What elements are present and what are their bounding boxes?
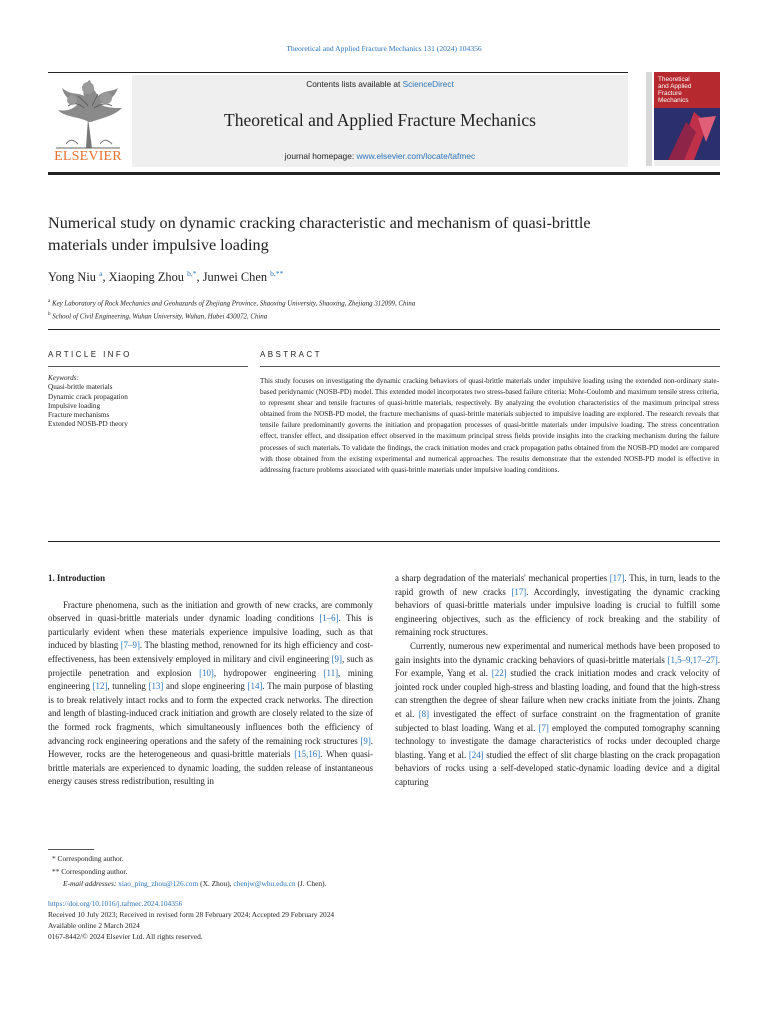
citation-link[interactable]: [10] [199,667,214,678]
footnote-corresponding-2: ** Corresponding author. [52,866,128,876]
citation-link[interactable]: [1,5–9,17–27] [667,654,718,665]
masthead-bottom-rule [48,172,720,175]
citation-link[interactable]: [24] [468,749,484,760]
citation-link[interactable]: [14] [247,681,263,692]
journal-title: Theoretical and Applied Fracture Mechanics [224,110,536,130]
keywords-label: Keywords: [48,374,79,382]
author-name[interactable]: Xiaoping Zhou [108,270,185,285]
citation-link[interactable]: [7] [538,722,549,733]
svg-text:Theoretical: Theoretical [658,76,690,83]
keyword-item: Quasi-brittle materials [48,383,113,392]
keyword-item: Impulsive loading [48,401,101,410]
author-affiliation-marker[interactable]: b,* [187,269,197,278]
journal-citation-link[interactable]: Theoretical and Applied Fracture Mechanics 131 (2024) 104356 [286,44,482,53]
masthead-top-rule [48,72,628,73]
citation-link[interactable]: [13] [148,681,164,692]
article-info-heading: ARTICLE INFO [48,350,132,359]
paragraph-intro-1: Fracture phenomena, such as the initiation and growth of new cracks, are commonly observed in quasi-brittle materials under dynamic loading conditions [1–6]. This is particularly evident when these materials experience impulsive loading, such as that induced by blasting [7–9]. The blasting method, renowned for its high efficiency and cost-effectiveness, has been extensively employed in military and civil engineering [9], such as projectile penetration and explosion [10], hydropower engineering [11], mining engineering [12], tunneling [13] and slope engineering [14]. The main purpose of blasting is to break relatively intact rocks and to form the expected crack networks. The direction and length of blasting-induced crack initiation and growth are closely related to the size of the formed rock fragments, which simultaneously influences both the efficiency of advancing rock engineering operations and the safety of the remaining rock structures [9]. However, rocks are the heterogeneous and quasi-brittle materials [15,16]. When quasi-brittle materials are experienced to dynamic loading, the sudden release of instantaneous energy causes stress redistribution, resulting in [48,599,373,787]
footnote-emails: E-mail addresses: xiao_ping_zhou@126.com (X. Zhou), chenjw@whu.edu.cn (J. Chen). [48,878,728,891]
email-link-zhou[interactable]: xiao_ping_zhou@126.com [118,879,199,889]
affiliations [48,296,415,323]
author-name[interactable]: Junwei Chen [202,270,268,285]
intro-section [48,572,373,789]
footnotes [48,853,728,891]
body-column-right [395,572,720,790]
citation-link[interactable]: [17] [511,586,527,597]
header-divider [48,329,720,330]
citation-link[interactable]: [17] [609,573,625,583]
keyword-item: Dynamic crack propagation [48,392,128,401]
svg-text:Mechanics: Mechanics [658,97,689,104]
elsevier-wordmark: ELSEVIER [54,149,122,164]
author-list [48,269,283,285]
citation-link[interactable]: [8] [418,708,430,719]
journal-cover-thumbnail[interactable] [646,72,720,166]
author-separator: , [196,270,203,285]
citation-link[interactable]: [1–6] [319,613,339,624]
keywords-list [48,374,248,430]
email-label: E-mail addresses: [63,879,117,889]
masthead-band [132,75,628,167]
svg-text:and Applied: and Applied [658,83,692,90]
homepage-prefix: journal homepage: [284,151,357,161]
affiliation-item: $^a$ Key Laboratory of Rock Mechanics and Geohazards of Zhejiang Province, Shaoxing University, Shaoxing, Zhejiang 312099, China [48,299,416,308]
received-dates: Received 10 July 2023; Received in revised form 28 February 2024; Accepted 29 February 2024 [48,910,335,919]
citation-link[interactable]: [9] [360,735,371,746]
footnote-corresponding-1: * Corresponding author. [52,854,124,863]
article-title: Numerical study on dynamic cracking characteristic and mechanism of quasi-brittle materials under impulsive loading [48,214,591,254]
available-online: Available online 2 March 2024 [48,921,140,930]
footnote-rule [48,849,94,850]
sciencedirect-link[interactable]: ScienceDirect [402,79,454,89]
author-name[interactable]: Yong Niu [48,270,96,285]
citation-link[interactable]: [11] [323,667,339,678]
article-info-rule [48,366,248,367]
keyword-item: Extended NOSB-PD theory [48,420,128,429]
section-heading-introduction: 1. Introduction [48,573,106,583]
abstract-divider [48,541,720,542]
abstract-rule [260,366,720,367]
abstract-text: This study focuses on investigating the dynamic cracking behaviors of quasi-brittle materials under impulsive loading using the extended non-ordinary state-based peridynamic (NOSB-PD) model. This extended model incorporates two stress-based failure criteria: Mohr-Coulomb and maximum tensile stress criteria, to represent shear and tensile fractures of quasi-brittle materials, respectively. By analyzing the evolution characteristics of the maximum principal stress obtained from the NOSB-PD model, the fracture mechanisms of quasi-brittle materials subjected to impulsive loading are explored. The research reveals that tensile failure predominantly governs the initiation and propagation processes of quasi-brittle materials under impulsive loading. The stress concentration effect, transfer effect, and dissipation effect observed in the maximum principal stress fields provide insights into the cracking mechanism during the failure processes of such materials. To validate the findings, the crack initiation modes and crack propagation paths obtained from the NOSB-PD model are compared with those obtained from the existing experimental and numerical approaches. The results demonstrate that the extended NOSB-PD model is effective in addressing fracture problems associated with quasi-brittle materials under impulsive loading conditions. [260,377,719,474]
citation-link[interactable]: [9] [331,653,342,664]
author-separator: , [102,270,109,285]
paragraph-intro-1-continued: a sharp degradation of the materials' mechanical properties [17]. This, in turn, leads to the rapid growth of new cracks [17]. Accordingly, investigating the dynamic cracking behaviors of quasi-brittle materials under impulsive loading is crucial to fulfill some engineering objectives, such as the efficiency of rock breaking and the stability of remaining rock structures. [395,573,720,638]
svg-text:Fracture: Fracture [658,90,682,97]
contents-availability [132,79,628,89]
doi-link[interactable]: https://doi.org/10.1016/j.tafmec.2024.104356 [48,899,183,908]
paragraph-intro-2: Currently, numerous new experimental and numerical methods have been proposed to gain insights into the dynamic cracking behaviors of quasi-brittle materials [1,5–9,17–27]. For example, Yang et al. [22] studied the crack initiation modes and crack velocity of jointed rock under coupled high-stress and blasting loading, and found that the high-stress can strengthen the degree of shear failure when new cracks initiate from the joints. Zhang et al. [8] investigated the effect of surface constraint on the fragmentation of granite subjected to blast loading. Wang et al. [7] employed the computed tomography scanning technology to investigate the damage characteristics of rocks under decoupled charge blasting. Yang et al. [24] studied the effect of slit charge blasting on the crack propagation behaviors of rocks using a self-developed static-dynamic loading device and a digital capturing [395,640,721,787]
journal-masthead [48,72,628,168]
homepage-link[interactable]: www.elsevier.com/locate/tafmec [356,151,476,161]
keyword-item: Fracture mechanisms [48,411,110,420]
citation-link[interactable]: [12] [92,681,108,692]
email-link-chen[interactable]: chenjw@whu.edu.cn [233,879,296,889]
author-affiliation-marker[interactable]: b,** [270,269,284,278]
affiliation-item: $^b$ School of Civil Engineering, Wuhan University, Wuhan, Hubei 430072, China [48,312,268,321]
article-history [48,898,648,942]
copyright-notice: 0167-8442/© 2024 Elsevier Ltd. All rights reserved. [48,932,203,941]
abstract-heading: ABSTRACT [260,350,322,359]
journal-homepage [132,151,628,161]
citation-link[interactable]: [22] [491,668,507,679]
citation-link[interactable]: [15,16] [294,749,321,760]
citation-link[interactable]: [7–9] [120,640,140,651]
author-affiliation-marker[interactable]: a [99,269,103,278]
contents-prefix: Contents lists available at [306,79,403,89]
